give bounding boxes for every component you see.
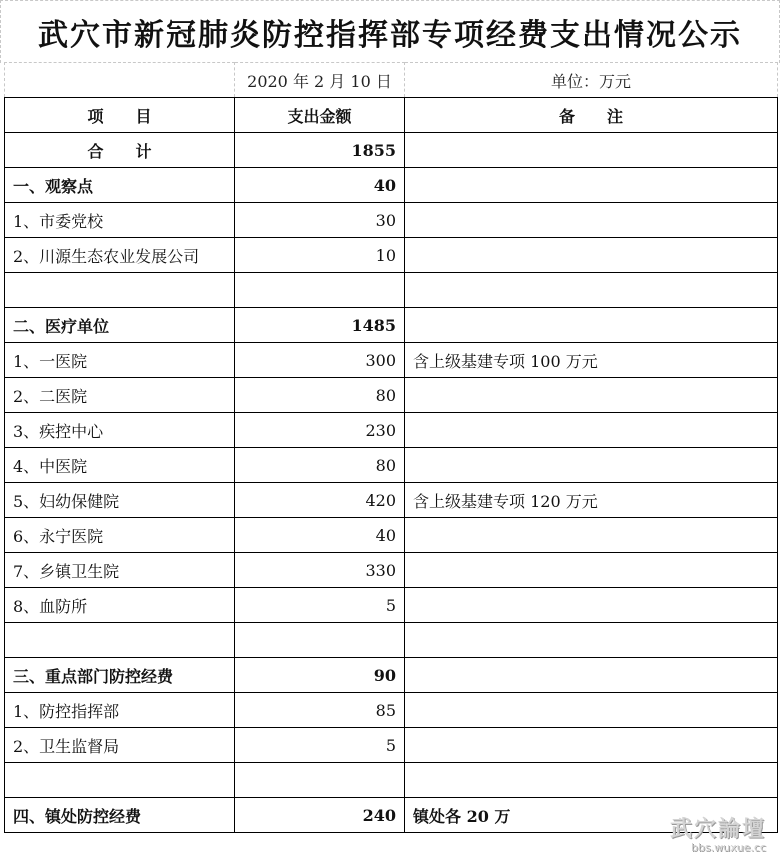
table-row <box>5 378 778 413</box>
table-row <box>5 798 778 833</box>
total-label: 合 计 <box>5 133 235 168</box>
header-item: 项 目 <box>5 98 235 133</box>
item-cell: 1、防控指挥部 <box>5 693 235 728</box>
table-row <box>5 588 778 623</box>
table-row <box>5 168 778 203</box>
amount-cell: 90 <box>235 658 405 693</box>
total-amount: 1855 <box>235 133 405 168</box>
amount-cell: 5 <box>235 588 405 623</box>
header-row <box>5 98 778 133</box>
note-cell <box>405 728 778 763</box>
amount-cell: 40 <box>235 518 405 553</box>
amount-cell <box>235 623 405 658</box>
watermark-url: bbs.wuxue.cc <box>690 841 766 854</box>
note-cell <box>405 238 778 273</box>
amount-cell: 5 <box>235 728 405 763</box>
date-cell: 2020 年 2 月 10 日 <box>235 63 405 98</box>
document-title: 武穴市新冠肺炎防控指挥部专项经费支出情况公示 <box>0 0 780 63</box>
amount-cell: 240 <box>235 798 405 833</box>
table-row <box>5 343 778 378</box>
amount-cell: 80 <box>235 378 405 413</box>
expenditure-table <box>4 62 778 833</box>
table-row <box>5 553 778 588</box>
amount-cell: 85 <box>235 693 405 728</box>
note-cell <box>405 763 778 798</box>
table-row <box>5 658 778 693</box>
note-cell <box>405 518 778 553</box>
note-cell <box>405 413 778 448</box>
amount-cell <box>235 763 405 798</box>
amount-cell <box>235 273 405 308</box>
item-cell: 1、一医院 <box>5 343 235 378</box>
item-cell: 2、二医院 <box>5 378 235 413</box>
note-cell <box>405 588 778 623</box>
total-note <box>405 133 778 168</box>
item-cell: 二、医疗单位 <box>5 308 235 343</box>
header-amount: 支出金额 <box>235 98 405 133</box>
note-cell <box>405 378 778 413</box>
note-cell: 含上级基建专项 120 万元 <box>405 483 778 518</box>
table-row <box>5 273 778 308</box>
item-cell: 5、妇幼保健院 <box>5 483 235 518</box>
unit-cell: 单位：万元 <box>405 63 778 98</box>
item-cell: 4、中医院 <box>5 448 235 483</box>
info-row <box>5 63 778 98</box>
note-cell: 含上级基建专项 100 万元 <box>405 343 778 378</box>
table-row <box>5 238 778 273</box>
table-row <box>5 483 778 518</box>
table-row <box>5 203 778 238</box>
table-row <box>5 413 778 448</box>
note-cell <box>405 308 778 343</box>
forum-watermark <box>670 812 766 854</box>
item-cell: 7、乡镇卫生院 <box>5 553 235 588</box>
header-note: 备 注 <box>405 98 778 133</box>
amount-cell: 80 <box>235 448 405 483</box>
note-cell: 镇处各 20 万 <box>405 798 778 833</box>
note-cell <box>405 693 778 728</box>
watermark-text: 武穴論壇 <box>669 817 766 842</box>
amount-cell: 330 <box>235 553 405 588</box>
item-cell: 2、卫生监督局 <box>5 728 235 763</box>
item-cell: 3、疾控中心 <box>5 413 235 448</box>
item-cell: 三、重点部门防控经费 <box>5 658 235 693</box>
total-row <box>5 133 778 168</box>
amount-cell: 10 <box>235 238 405 273</box>
table-row <box>5 763 778 798</box>
amount-cell: 300 <box>235 343 405 378</box>
item-cell: 6、永宁医院 <box>5 518 235 553</box>
table-row <box>5 518 778 553</box>
table-row <box>5 728 778 763</box>
table-row <box>5 448 778 483</box>
note-cell <box>405 168 778 203</box>
note-cell <box>405 658 778 693</box>
info-blank-cell <box>5 63 235 98</box>
item-cell: 2、川源生态农业发展公司 <box>5 238 235 273</box>
item-cell <box>5 763 235 798</box>
note-cell <box>405 448 778 483</box>
item-cell: 1、市委党校 <box>5 203 235 238</box>
amount-cell: 30 <box>235 203 405 238</box>
note-cell <box>405 623 778 658</box>
item-cell <box>5 623 235 658</box>
table-row <box>5 308 778 343</box>
note-cell <box>405 273 778 308</box>
item-cell: 8、血防所 <box>5 588 235 623</box>
note-cell <box>405 553 778 588</box>
amount-cell: 1485 <box>235 308 405 343</box>
note-cell <box>405 203 778 238</box>
item-cell: 一、观察点 <box>5 168 235 203</box>
amount-cell: 420 <box>235 483 405 518</box>
table-row <box>5 693 778 728</box>
table-row <box>5 623 778 658</box>
item-cell <box>5 273 235 308</box>
amount-cell: 230 <box>235 413 405 448</box>
amount-cell: 40 <box>235 168 405 203</box>
item-cell: 四、镇处防控经费 <box>5 798 235 833</box>
